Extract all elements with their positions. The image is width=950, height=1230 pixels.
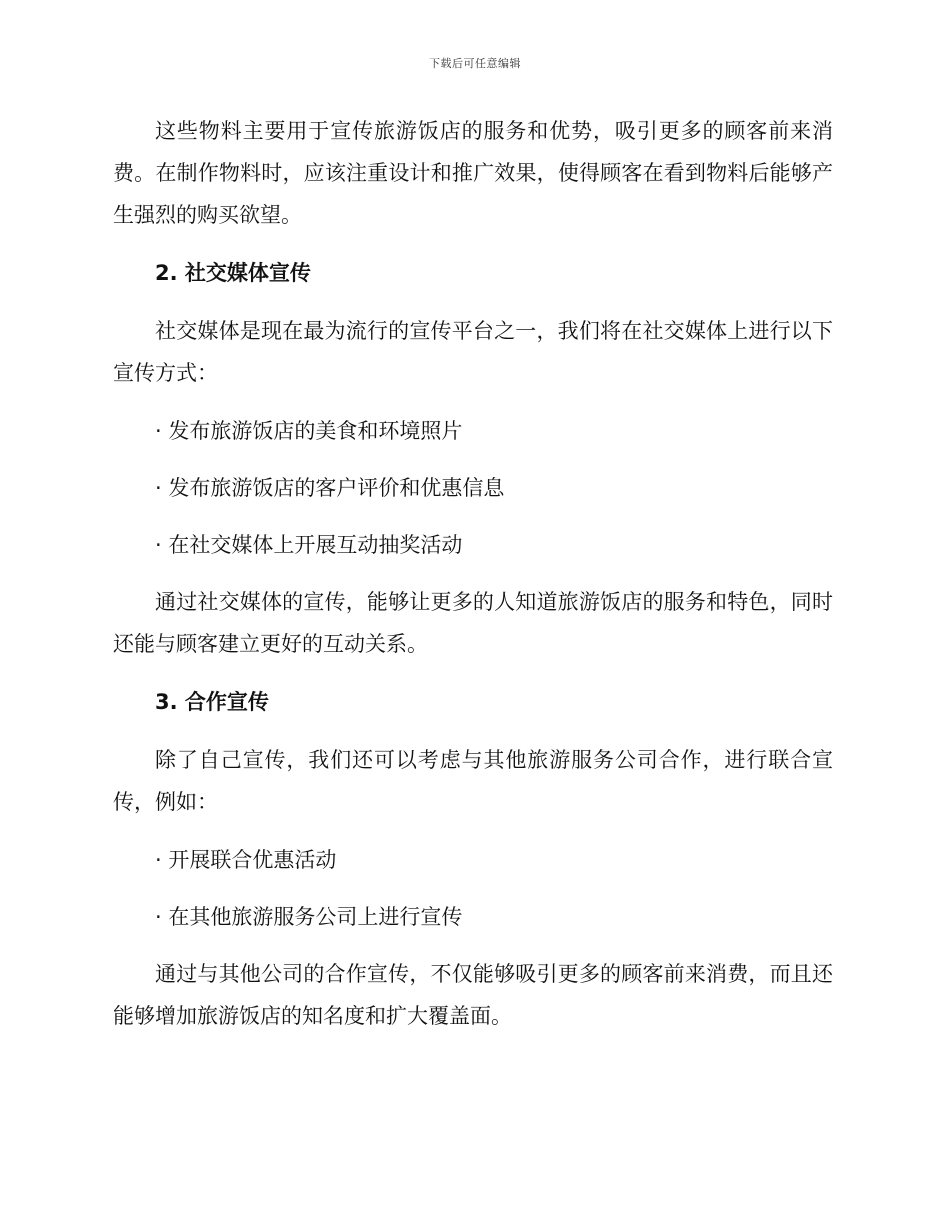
paragraph-social-media-intro: 社交媒体是现在最为流行的宣传平台之一，我们将在社交媒体上进行以下宣传方式： — [113, 319, 833, 385]
paragraph-materials-purpose: 这些物料主要用于宣传旅游饭店的服务和优势，吸引更多的顾客前来消费。在制作物料时，应该注重设计和推广效果，使得顾客在看到物料后能够产生强烈的购买欲望。 — [113, 119, 833, 227]
section-heading-cooperation: 3. 合作宣传 — [155, 690, 269, 714]
document-body — [113, 110, 833, 1053]
section-heading-social-media: 2. 社交媒体宣传 — [155, 261, 311, 285]
paragraph-cooperation-intro: 除了自己宣传，我们还可以考虑与其他旅游服务公司合作，进行联合宣传，例如： — [113, 748, 833, 814]
list-item: · 发布旅游饭店的美食和环境照片 — [155, 419, 463, 443]
page-header: 下载后可任意编辑 — [429, 57, 521, 70]
list-item: · 在其他旅游服务公司上进行宣传 — [155, 905, 463, 929]
list-item: · 在社交媒体上开展互动抽奖活动 — [155, 533, 463, 557]
paragraph-cooperation-benefit: 通过与其他公司的合作宣传，不仅能够吸引更多的顾客前来消费，而且还能够增加旅游饭店的知名度和扩大覆盖面。 — [113, 962, 833, 1028]
paragraph-social-media-benefit: 通过社交媒体的宣传，能够让更多的人知道旅游饭店的服务和特色，同时还能与顾客建立更好的互动关系。 — [113, 590, 833, 656]
list-item: · 开展联合优惠活动 — [155, 848, 337, 872]
list-item: · 发布旅游饭店的客户评价和优惠信息 — [155, 476, 505, 500]
